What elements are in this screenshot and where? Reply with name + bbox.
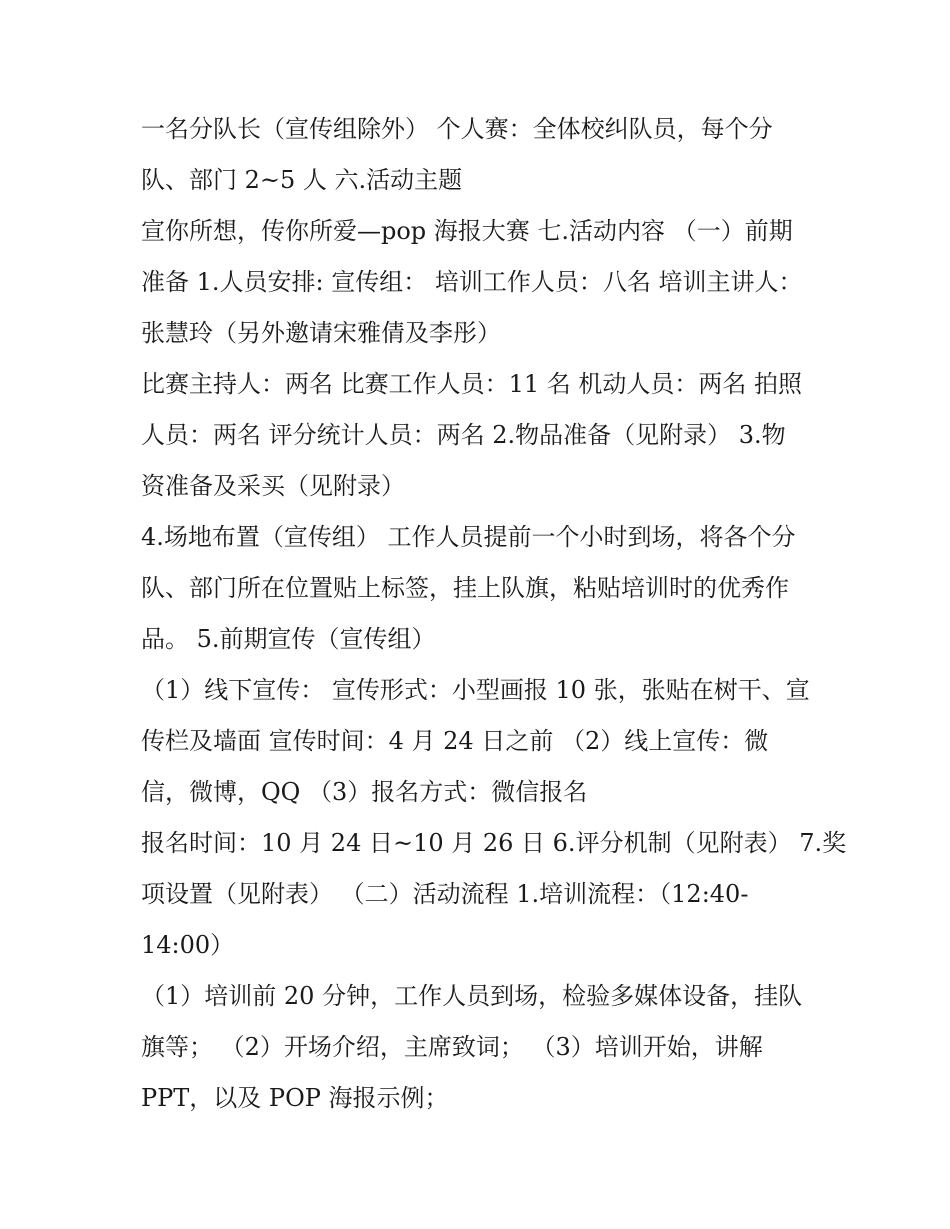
text-line: 队、部门所在位置贴上标签，挂上队旗，粘贴培训时的优秀作 <box>141 574 789 602</box>
text-line: 品。 5.前期宣传（宣传组） <box>141 625 436 653</box>
text-line: 信，微博，QQ （3）报名方式：微信报名 <box>141 778 588 806</box>
text-line: 人员：两名 评分统计人员：两名 2.物品准备（见附录） 3.物 <box>141 421 786 449</box>
text-line: 项设置（见附表） （二）活动流程 1.培训流程：（12:40- <box>141 880 749 908</box>
text-line: 宣你所想，传你所爱—pop 海报大赛 七.活动内容 （一）前期 <box>141 217 793 245</box>
text-line: 资准备及采买（见附录） <box>141 472 405 500</box>
text-line: 队、部门 2~5 人 六.活动主题 <box>141 166 463 194</box>
text-line: 14:00） <box>141 931 235 959</box>
text-line: 一名分队长（宣传组除外） 个人赛：全体校纠队员，每个分 <box>141 115 773 143</box>
text-line: 准备 1.人员安排: 宣传组： 培训工作人员：八名 培训主讲人： <box>141 268 803 296</box>
document-body <box>141 104 847 1124</box>
text-line: 张慧玲（另外邀请宋雅倩及李彤） <box>141 319 501 347</box>
text-line: 旗等； （2）开场介绍，主席致词； （3）培训开始，讲解 <box>141 1033 763 1061</box>
text-line: 报名时间：10 月 24 日~10 月 26 日 6.评分机制（见附表） 7.奖 <box>141 829 847 857</box>
text-line: 4.场地布置（宣传组） 工作人员提前一个小时到场，将各个分 <box>141 523 796 551</box>
text-line: （1）培训前 20 分钟，工作人员到场，检验多媒体设备，挂队 <box>141 982 803 1010</box>
text-line: 比赛主持人：两名 比赛工作人员：11 名 机动人员：两名 拍照 <box>141 370 803 398</box>
text-line: PPT，以及 POP 海报示例； <box>141 1084 449 1112</box>
text-line: 传栏及墙面 宣传时间：4 月 24 日之前 （2）线上宣传：微 <box>141 727 769 755</box>
text-line: （1）线下宣传： 宣传形式：小型画报 10 张，张贴在树干、宣 <box>141 676 810 704</box>
